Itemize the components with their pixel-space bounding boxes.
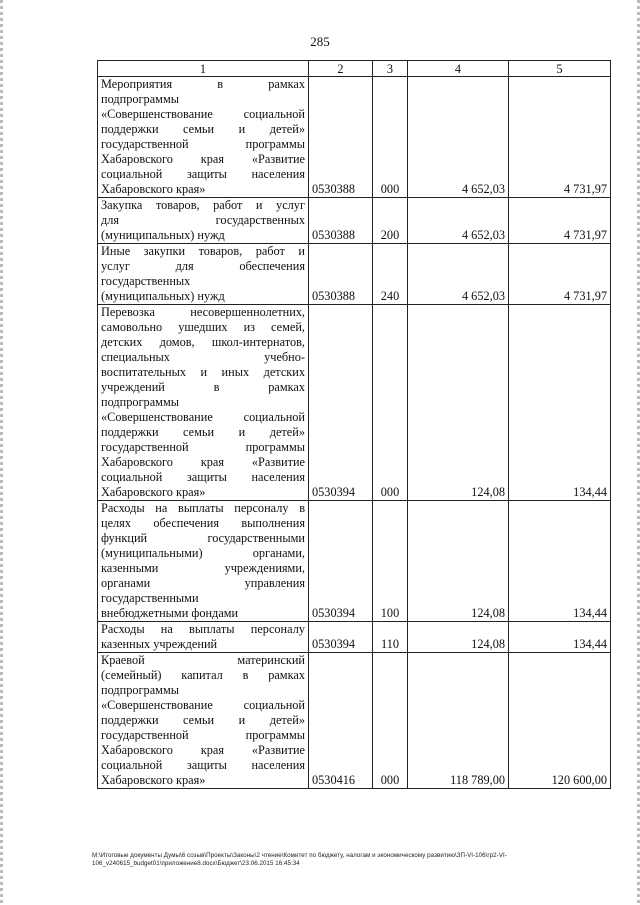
description-line: целях обеспечения выполнения <box>101 516 305 530</box>
row-expense-type: 100 <box>373 501 408 622</box>
description-line: государственной программы <box>101 728 305 742</box>
row-expense-type: 000 <box>373 653 408 789</box>
row-value-2016: 4 731,97 <box>509 198 611 244</box>
description-line: Мероприятия в рамках <box>101 77 305 91</box>
row-target-code: 0530394 <box>309 501 373 622</box>
header-col-4: 4 <box>408 61 509 77</box>
description-line: Хабаровского края «Развитие <box>101 455 305 469</box>
budget-table <box>97 60 611 789</box>
row-value-2016: 134,44 <box>509 305 611 501</box>
description-line: специальных учебно- <box>101 350 305 364</box>
description-line: функций государственными <box>101 531 305 545</box>
table-row <box>98 501 611 622</box>
header-col-1: 1 <box>98 61 309 77</box>
table-row <box>98 77 611 198</box>
row-value-2015: 4 652,03 <box>408 77 509 198</box>
description-line: Перевозка несовершеннолетних, <box>101 305 305 319</box>
description-line: государственных <box>101 274 191 288</box>
row-expense-type: 110 <box>373 622 408 653</box>
description-line: детских домов, школ-интернатов, <box>101 335 305 349</box>
table-header <box>98 61 611 77</box>
table-row <box>98 622 611 653</box>
footer-line-2: 106_v240615_budget01\приложение8.docx\Бюджет\23.06.2015 16:45:34 <box>92 860 300 867</box>
row-value-2015: 118 789,00 <box>408 653 509 789</box>
description-line: Хабаровского края» <box>101 485 206 499</box>
description-line: подпрограммы <box>101 683 179 697</box>
row-value-2016: 134,44 <box>509 501 611 622</box>
description-line: Хабаровского края «Развитие <box>101 152 305 166</box>
page-number: 285 <box>310 34 330 49</box>
row-value-2015: 124,08 <box>408 501 509 622</box>
table-row <box>98 244 611 305</box>
description-line: государственной программы <box>101 440 305 454</box>
header-col-2: 2 <box>309 61 373 77</box>
document-path-footer <box>92 852 612 868</box>
description-line: учреждений в рамках <box>101 380 305 394</box>
row-value-2016: 134,44 <box>509 622 611 653</box>
row-description <box>98 622 309 653</box>
description-line: Расходы на выплаты персоналу в <box>101 501 305 515</box>
description-line: Расходы на выплаты персоналу <box>101 622 305 636</box>
description-line: государственными <box>101 591 199 605</box>
description-line: поддержки семьи и детей» <box>101 425 305 439</box>
description-line: подпрограммы <box>101 92 179 106</box>
description-line: (семейный) капитал в рамках <box>101 668 305 682</box>
description-line: социальной защиты населения <box>101 758 305 772</box>
row-description <box>98 653 309 789</box>
table-row <box>98 198 611 244</box>
description-line: внебюджетными фондами <box>101 606 239 620</box>
header-col-3: 3 <box>373 61 408 77</box>
row-target-code: 0530394 <box>309 622 373 653</box>
description-line: (муниципальных) нужд <box>101 228 225 242</box>
row-target-code: 0530394 <box>309 305 373 501</box>
row-target-code: 0530416 <box>309 653 373 789</box>
row-expense-type: 200 <box>373 198 408 244</box>
description-line: поддержки семьи и детей» <box>101 122 305 136</box>
table-row <box>98 653 611 789</box>
description-line: (муниципальных) нужд <box>101 289 225 303</box>
row-expense-type: 240 <box>373 244 408 305</box>
description-line: Закупка товаров, работ и услуг <box>101 198 305 212</box>
description-line: воспитательных и иных детских <box>101 365 305 379</box>
scan-edge-left <box>0 0 3 905</box>
row-value-2016: 4 731,97 <box>509 77 611 198</box>
table-body <box>98 77 611 789</box>
description-line: «Совершенствование социальной <box>101 107 305 121</box>
row-value-2015: 4 652,03 <box>408 198 509 244</box>
row-expense-type: 000 <box>373 77 408 198</box>
table-row <box>98 305 611 501</box>
row-description <box>98 77 309 198</box>
footer-line-1: M:\Итоговые документы Думы\6 созыв\Проекты\Законы\2 чтение\Комитет по бюджету, налогам и экономическому развитию\ЗП-VI-106\гр2-VI- <box>92 852 507 859</box>
description-line: социальной защиты населения <box>101 470 305 484</box>
row-description <box>98 198 309 244</box>
description-line: «Совершенствование социальной <box>101 410 305 424</box>
description-line: органами управления <box>101 576 305 590</box>
row-value-2015: 124,08 <box>408 305 509 501</box>
row-description <box>98 305 309 501</box>
row-description <box>98 244 309 305</box>
row-target-code: 0530388 <box>309 77 373 198</box>
row-value-2016: 4 731,97 <box>509 244 611 305</box>
row-target-code: 0530388 <box>309 198 373 244</box>
description-line: поддержки семьи и детей» <box>101 713 305 727</box>
header-row <box>98 61 611 77</box>
description-line: услуг для обеспечения <box>101 259 305 273</box>
description-line: (муниципальными) органами, <box>101 546 305 560</box>
row-description <box>98 501 309 622</box>
description-line: Иные закупки товаров, работ и <box>101 244 305 258</box>
description-line: казенных учреждений <box>101 637 218 651</box>
row-value-2015: 124,08 <box>408 622 509 653</box>
description-line: самовольно ушедших из семей, <box>101 320 305 334</box>
row-target-code: 0530388 <box>309 244 373 305</box>
description-line: социальной защиты населения <box>101 167 305 181</box>
description-line: Краевой материнский <box>101 653 305 667</box>
description-line: государственной программы <box>101 137 305 151</box>
row-value-2015: 4 652,03 <box>408 244 509 305</box>
row-value-2016: 120 600,00 <box>509 653 611 789</box>
description-line: «Совершенствование социальной <box>101 698 305 712</box>
header-col-5: 5 <box>509 61 611 77</box>
description-line: для государственных <box>101 213 305 227</box>
row-expense-type: 000 <box>373 305 408 501</box>
description-line: казенными учреждениями, <box>101 561 305 575</box>
description-line: Хабаровского края» <box>101 182 206 196</box>
description-line: подпрограммы <box>101 395 179 409</box>
description-line: Хабаровского края» <box>101 773 206 787</box>
description-line: Хабаровского края «Развитие <box>101 743 305 757</box>
